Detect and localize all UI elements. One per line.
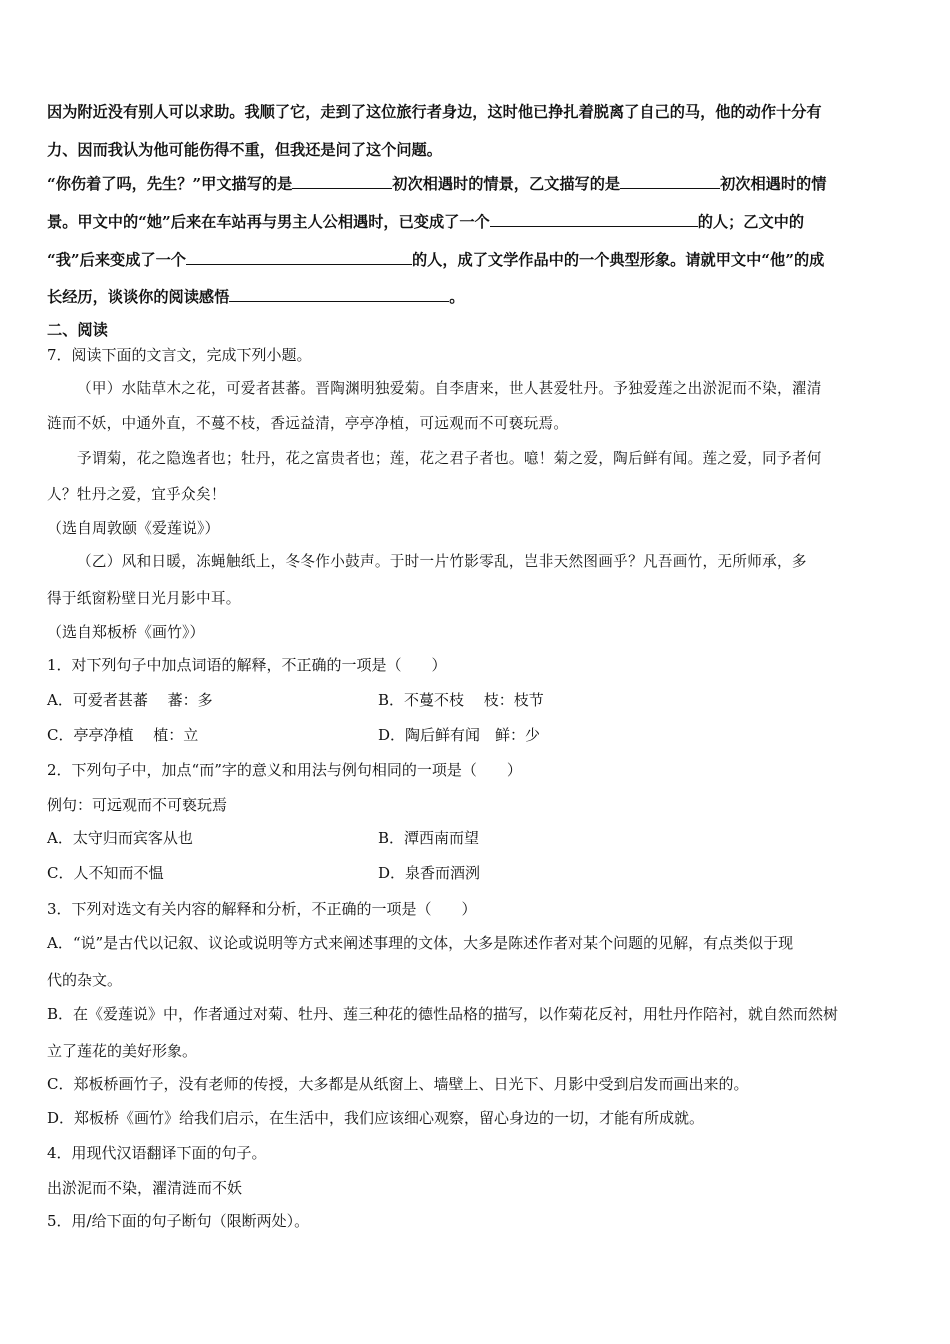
option-2c[interactable]: C．人不知而不愠 bbox=[47, 864, 164, 882]
fill-text: “你伤着了吗，先生？”甲文描写的是 bbox=[47, 175, 293, 193]
option-2b[interactable]: B．潭西南而望 bbox=[378, 829, 480, 847]
answer-blank[interactable] bbox=[229, 286, 449, 302]
sub-question-3: 3．下列对选文有关内容的解释和分析，不正确的一项是（ ） bbox=[47, 900, 477, 918]
fill-blank-line-3 bbox=[47, 249, 824, 270]
sub-question-1: 1．对下列句子中加点词语的解释，不正确的一项是（ ） bbox=[47, 656, 447, 674]
section-heading: 二、阅读 bbox=[47, 321, 108, 339]
question-7: 7．阅读下面的文言文，完成下列小题。 bbox=[47, 346, 312, 364]
passage-line-1: 因为附近没有别人可以求助。我顺了它，走到了这位旅行者身边，这时他已挣扎着脱离了自己的马，他的动作十分有 bbox=[47, 103, 822, 121]
translate-sentence: 出淤泥而不染，濯清涟而不妖 bbox=[47, 1179, 243, 1197]
sub-question-2: 2．下列句子中，加点“而”字的意义和用法与例句相同的一项是（ ） bbox=[47, 761, 522, 779]
option-1b[interactable]: B．不蔓不枝 枝：枝节 bbox=[378, 691, 544, 709]
fill-text: 初次相遇时的情 bbox=[720, 175, 827, 193]
option-3d[interactable]: D．郑板桥《画竹》给我们启示，在生活中，我们应该细心观察，留心身边的一切，才能有所成就。 bbox=[47, 1109, 705, 1127]
option-3a-line-2: 代的杂文。 bbox=[47, 971, 123, 989]
fill-text: “我”后来变成了一个 bbox=[47, 251, 186, 269]
option-2a[interactable]: A．太守归而宾客从也 bbox=[47, 829, 193, 847]
answer-blank[interactable] bbox=[292, 173, 392, 189]
source-citation-2: （选自郑板桥《画竹》） bbox=[47, 623, 205, 641]
option-1a[interactable]: A．可爱者甚蕃 蕃：多 bbox=[47, 691, 213, 709]
answer-blank[interactable] bbox=[620, 173, 720, 189]
option-3b-line-2: 立了莲花的美好形象。 bbox=[47, 1042, 198, 1060]
fill-text: 景。甲文中的“她”后来在车站再与男主人公相遇时，已变成了一个 bbox=[47, 213, 490, 231]
answer-blank[interactable] bbox=[490, 211, 698, 227]
fill-text: 的人，成了文学作品中的一个典型形象。请就甲文中“他”的成 bbox=[411, 251, 825, 269]
option-3a-line-1[interactable]: A．“说”是古代以记叙、议论或说明等方式来阐述事理的文体，大多是陈述作者对某个问题的见解，有点类似于现 bbox=[47, 934, 794, 952]
fill-text: 。 bbox=[449, 288, 465, 306]
sub-question-5: 5．用/给下面的句子断句（限断两处）。 bbox=[47, 1212, 310, 1230]
passage-yi-line-1: （乙）风和日暖，冻蝇触纸上，冬冬作小鼓声。于时一片竹影零乱，岂非天然图画乎？凡吾画竹，无所师承，多 bbox=[77, 553, 807, 570]
sub-question-4: 4．用现代汉语翻译下面的句子。 bbox=[47, 1144, 267, 1162]
fill-text: 的人；乙文中的 bbox=[697, 213, 805, 231]
fill-blank-line-2 bbox=[47, 211, 804, 232]
passage-jia-line-4: 人？牡丹之爱，宜乎众矣！ bbox=[47, 486, 226, 503]
option-1d[interactable]: D．陶后鲜有闻 鲜：少 bbox=[378, 726, 541, 744]
option-3c[interactable]: C．郑板桥画竹子，没有老师的传授，大多都是从纸窗上、墙壁上、日光下、月影中受到启发而画出来的。 bbox=[47, 1075, 749, 1093]
passage-jia-line-2: 涟而不妖，中通外直，不蔓不枝，香远益清，亭亭净植，可远观而不可亵玩焉。 bbox=[47, 415, 569, 432]
option-2d[interactable]: D．泉香而酒洌 bbox=[378, 864, 481, 882]
fill-blank-line-4 bbox=[47, 286, 464, 307]
passage-line-2: 力、因而我认为他可能伤得不重，但我还是问了这个问题。 bbox=[47, 141, 442, 159]
answer-blank[interactable] bbox=[186, 249, 412, 265]
fill-text: 长经历，谈谈你的阅读感悟 bbox=[47, 288, 230, 306]
option-3b-line-1[interactable]: B．在《爱莲说》中，作者通过对菊、牡丹、莲三种花的德性品格的描写，以作菊花反衬，用牡丹作陪衬，就自然而然树 bbox=[47, 1005, 839, 1023]
example-sentence: 例句：可远观而不可亵玩焉 bbox=[47, 796, 228, 814]
fill-blank-line-1 bbox=[47, 173, 826, 194]
passage-yi-line-2: 得于纸窗粉壁日光月影中耳。 bbox=[47, 590, 241, 607]
option-1c[interactable]: C．亭亭净植 植：立 bbox=[47, 726, 199, 744]
passage-jia-line-1: （甲）水陆草木之花，可爱者甚蕃。晋陶渊明独爱菊。自李唐来，世人甚爱牡丹。予独爱莲之出淤泥而不染，濯清 bbox=[77, 380, 822, 397]
passage-jia-line-3: 予谓菊，花之隐逸者也；牡丹，花之富贵者也；莲，花之君子者也。噫！菊之爱，陶后鲜有闻。莲之爱，同予者何 bbox=[77, 450, 822, 467]
source-citation-1: （选自周敦颐《爱莲说》） bbox=[47, 519, 220, 537]
fill-text: 初次相遇时的情景，乙文描写的是 bbox=[392, 175, 621, 193]
